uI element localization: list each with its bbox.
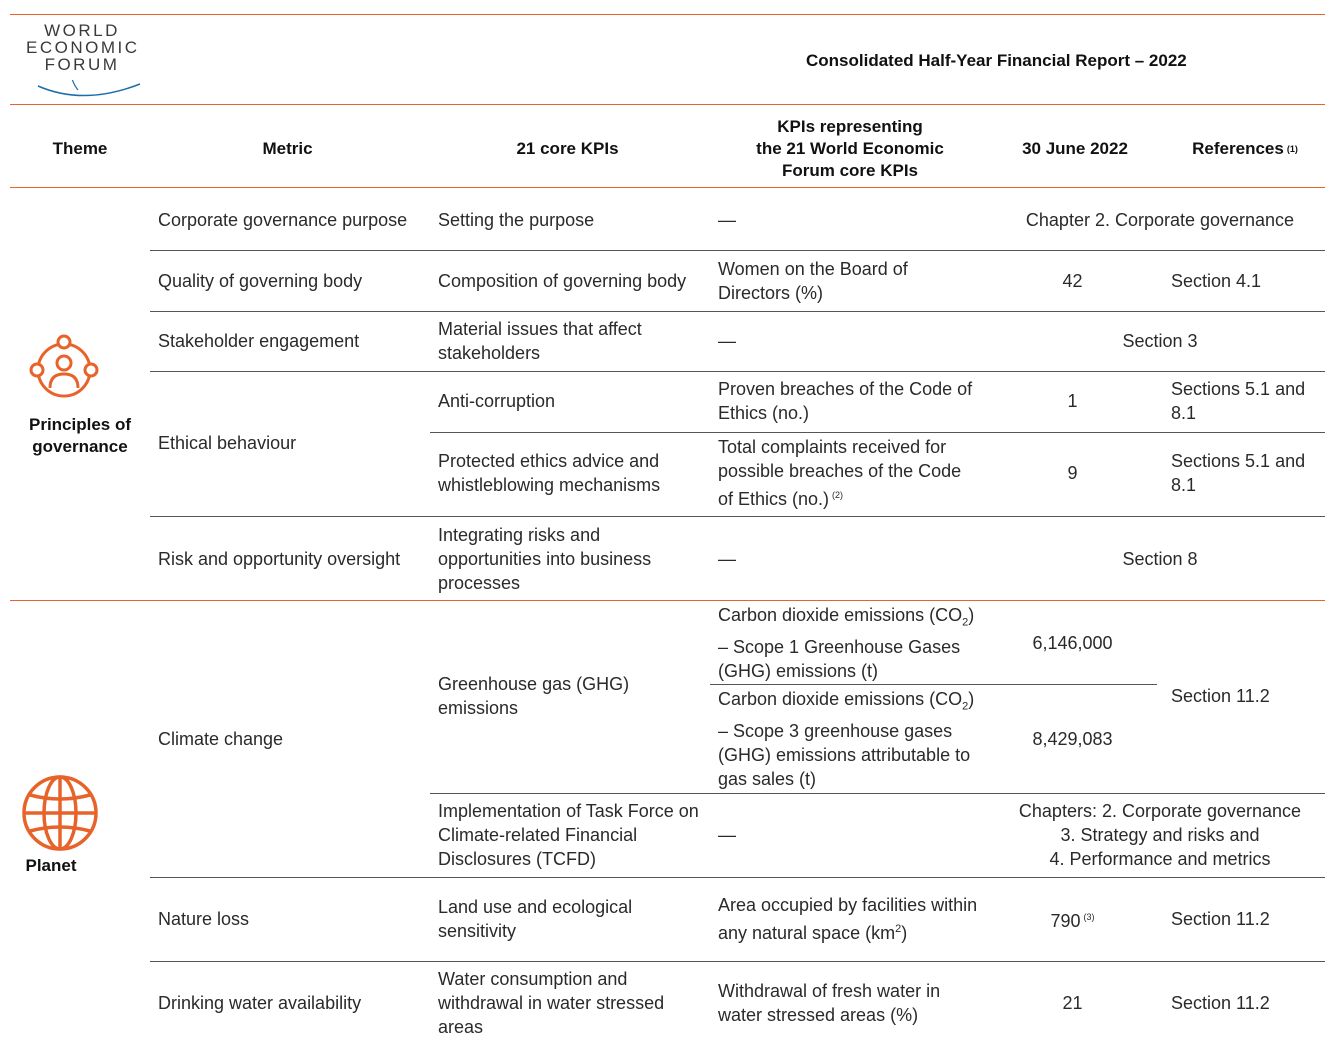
r6b-kpi: Implementation of Task Force on Climate-related Financial Disclosures (TCFD): [438, 801, 699, 869]
r6a1-value: 6,146,000: [1032, 633, 1113, 653]
r2-value: 42: [1062, 271, 1083, 291]
r4b-representing: [718, 436, 978, 510]
r4a-kpi: Anti-corruption: [438, 391, 556, 411]
col-header-kpis-line-3: Forum core KPIs: [781, 161, 919, 180]
r6a1-rep-sub: 2: [962, 616, 969, 629]
r6b-merged-line-2: 3. Strategy and risks and: [1060, 825, 1260, 845]
logo-line-1: WORLD: [44, 21, 120, 40]
col-header-core-kpis: 21 core KPIs: [516, 139, 619, 158]
r6b-merged-line-1: Chapters: 2. Corporate governance: [1018, 801, 1302, 821]
r1-representing: —: [718, 210, 736, 230]
r6b-merged-line-3: 4. Performance and metrics: [1049, 849, 1271, 869]
r4a-value: 1: [1067, 391, 1078, 411]
row-divider: [150, 250, 1325, 251]
col-header-kpis-line-2: the 21 World Economic: [756, 139, 944, 158]
r6a2-rep-pre: Carbon dioxide emissions (CO: [718, 689, 963, 710]
r4b-reference: Sections 5.1 and 8.1: [1171, 451, 1306, 495]
col-header-references-label: References: [1192, 139, 1284, 158]
header-rule: [10, 104, 1325, 105]
r4a-reference: Sections 5.1 and 8.1: [1171, 379, 1306, 423]
row-divider: [150, 311, 1325, 312]
r4b-kpi: Protected ethics advice and whistleblowing mechanisms: [438, 451, 661, 495]
r3-metric: Stakeholder engagement: [158, 331, 360, 351]
r1-merged: Chapter 2. Corporate governance: [1025, 210, 1295, 230]
r6a-reference: Section 11.2: [1171, 686, 1270, 706]
r1-kpi: Setting the purpose: [438, 210, 595, 230]
r7-value: [995, 882, 1150, 956]
r4a-representing: Proven breaches of the Code of Ethics (no.): [718, 379, 973, 423]
theme-separator-rule: [10, 600, 1325, 601]
globe-icon: [20, 773, 100, 853]
r6a2-value: 8,429,083: [1032, 729, 1113, 749]
r7-rep-pre: Area occupied by facilities within any natural space (km: [718, 895, 978, 943]
r8-metric: Drinking water availability: [158, 993, 362, 1013]
r7-rep-sup: 2: [895, 923, 902, 935]
r5-kpi: Integrating risks and opportunities into business processes: [438, 525, 652, 593]
r6a1-rep-pre: Carbon dioxide emissions (CO: [718, 605, 963, 626]
r4b-value: 9: [1067, 463, 1078, 483]
wef-logo: [26, 22, 151, 102]
col-header-theme: Theme: [52, 139, 108, 158]
r8-representing: Withdrawal of fresh water in water stressed areas (%): [718, 981, 941, 1025]
r6b-merged: [995, 798, 1325, 872]
r4b-representing-text: Total complaints received for possible breaches of the Code of Ethics (no.): [718, 437, 962, 509]
column-header-rule: [10, 187, 1325, 188]
r7-representing: [718, 882, 978, 956]
logo-arc-icon: [34, 80, 144, 102]
r6a1-rep-post: ) – Scope 1 Greenhouse Gases (GHG) emissions (t): [718, 605, 975, 681]
col-header-date: 30 June 2022: [1022, 139, 1128, 158]
row-divider: [150, 877, 1325, 878]
row-divider: [150, 516, 1325, 517]
r5-metric: Risk and opportunity oversight: [158, 549, 401, 569]
row-divider: [150, 961, 1325, 962]
r6a1-representing: [718, 606, 978, 680]
r5-representing: —: [718, 549, 736, 569]
top-rule: [10, 14, 1325, 15]
r8-reference: Section 11.2: [1171, 993, 1270, 1013]
r7-footnote: (3): [1083, 912, 1095, 922]
col-header-references: [1165, 114, 1325, 184]
theme-governance-label: [10, 414, 150, 458]
people-network-icon: [28, 330, 108, 410]
r6b-representing: —: [718, 825, 736, 845]
r2-representing: Women on the Board of Directors (%): [718, 259, 908, 303]
r3-merged: Section 3: [1122, 331, 1198, 351]
col-header-kpis-line-1: KPIs representing: [777, 117, 923, 136]
theme-governance-line-2: governance: [32, 437, 128, 456]
logo-line-2: ECONOMIC: [26, 38, 140, 57]
r5-merged: Section 8: [1122, 549, 1198, 569]
r8-value: 21: [1062, 993, 1083, 1013]
row-divider: [150, 371, 1325, 372]
r4-metric: Ethical behaviour: [158, 433, 297, 453]
r2-metric: Quality of governing body: [158, 271, 363, 291]
r7-metric: Nature loss: [158, 909, 250, 929]
r4b-footnote: (2): [832, 490, 844, 500]
row-divider: [430, 793, 1325, 794]
r7-kpi: Land use and ecological sensitivity: [438, 897, 633, 941]
r6-metric: Climate change: [158, 729, 284, 749]
theme-planet-label: Planet: [25, 856, 77, 875]
r1-metric: Corporate governance purpose: [158, 210, 408, 230]
r3-kpi: Material issues that affect stakeholders: [438, 319, 642, 363]
r6a2-rep-post: ) – Scope 3 greenhouse gases (GHG) emissions attributable to gas sales (t): [718, 689, 975, 789]
r2-reference: Section 4.1: [1171, 271, 1262, 291]
report-title: Consolidated Half-Year Financial Report – 2022: [806, 51, 1187, 70]
logo-line-3: FORUM: [44, 55, 120, 74]
row-divider: [430, 432, 1325, 433]
col-header-metric: Metric: [262, 139, 313, 158]
references-footnote: (1): [1286, 144, 1298, 154]
r2-kpi: Composition of governing body: [438, 271, 687, 291]
r7-rep-post: ): [901, 923, 908, 943]
r3-representing: —: [718, 331, 736, 351]
r6a-kpi: Greenhouse gas (GHG) emissions: [438, 674, 630, 718]
r7-value-text: 790: [1050, 911, 1081, 931]
row-divider: [710, 684, 1157, 685]
col-header-kpis-representing: [710, 114, 990, 184]
r6a2-representing: [718, 690, 978, 788]
r7-reference: Section 11.2: [1171, 909, 1270, 929]
theme-governance-line-1: Principles of: [28, 415, 132, 434]
r8-kpi: Water consumption and withdrawal in water stressed areas: [438, 969, 665, 1037]
r6a2-rep-sub: 2: [962, 700, 969, 713]
